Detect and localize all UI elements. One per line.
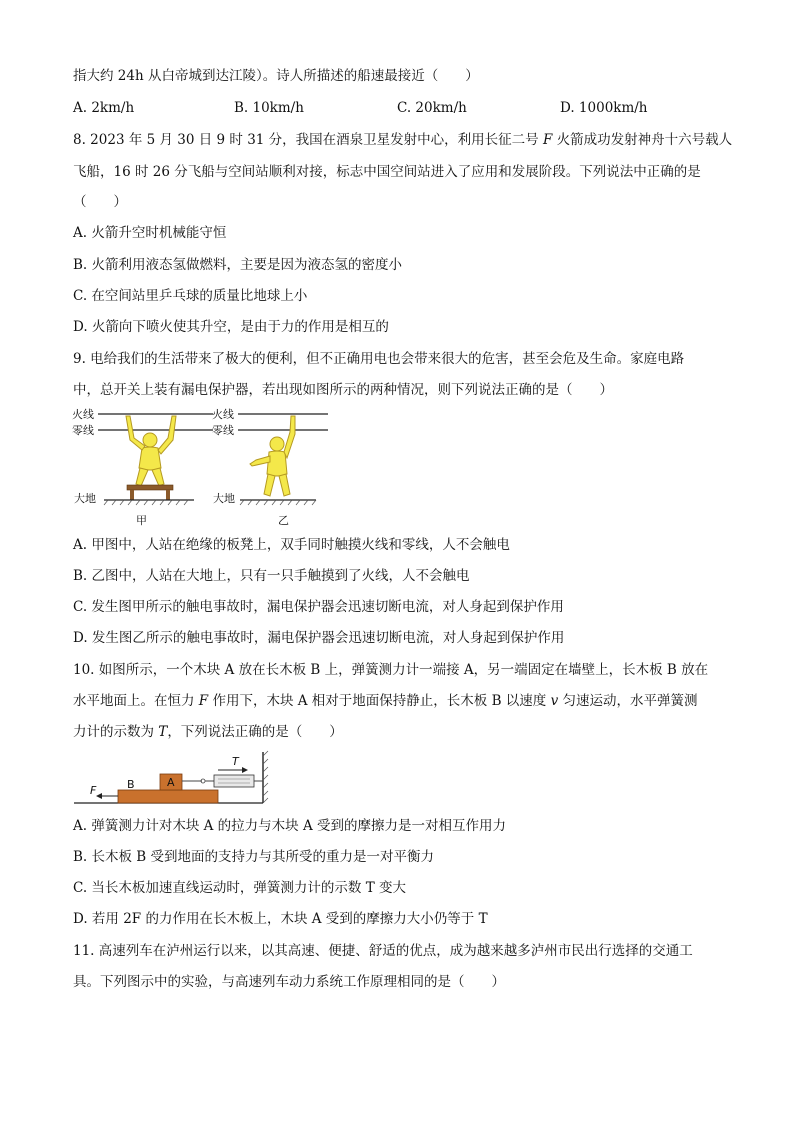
q10-italic-t: T <box>158 724 168 740</box>
q11-stem-line1: 11. 高速列车在泸州运行以来，以其高速、便捷、舒适的优点，成为越来越多泸州市民出行选择的交通工 <box>73 943 693 959</box>
q10-board-b-label: B <box>127 778 135 791</box>
q9-figure-label-b: 乙 <box>278 514 289 527</box>
q10-text-b: 作用下，木块 A 相对于地面保持静止，长木板 B 以速度 <box>208 693 551 709</box>
q9-neutral-label-a: 零线 <box>72 424 94 437</box>
q8-option-b[interactable]: B. 火箭利用液态氢做燃料，主要是因为液态氢的密度小 <box>73 257 403 273</box>
q9-live-label-a: 火线 <box>72 408 94 421</box>
q10-force-arrowhead <box>96 793 102 799</box>
q7-continuation: 指大约 24h 从白帝城到达江陵）。诗人所描述的船速最接近（ ） <box>73 68 479 84</box>
q10-stem-line1: 10. 如图所示，一个木块 A 放在长木板 B 上，弹簧测力计一端接 A，另一端固定在墙壁上，长木板 B 放在 <box>73 662 709 678</box>
q8-stem-line3: （ ） <box>73 194 127 210</box>
q10-stem-line3 <box>73 723 343 741</box>
q10-italic-f: F <box>198 693 209 709</box>
q9-option-c[interactable]: C. 发生图甲所示的触电事故时，漏电保护器会迅速切断电流，对人身起到保护作用 <box>73 599 564 615</box>
q10-stem-line2 <box>73 692 698 710</box>
q7-option-d[interactable]: D. 1000km/h <box>560 100 648 116</box>
q9-ground-label-b: 大地 <box>213 492 235 505</box>
q9-ground-hatch-a <box>104 500 188 505</box>
q9-stem-line1: 9. 电给我们的生活带来了极大的便利，但不正确用电也会带来很大的危害，甚至会危及生命。家庭电路 <box>73 351 685 367</box>
q9-electric-shock-figure <box>70 402 350 530</box>
q10-block-a-label: A <box>167 776 175 789</box>
q8-option-a[interactable]: A. 火箭升空时机械能守恒 <box>73 225 227 241</box>
q9-option-d[interactable]: D. 发生图乙所示的触电事故时，漏电保护器会迅速切断电流，对人身起到保护作用 <box>73 630 565 646</box>
q10-text-a: 水平地面上。在恒力 <box>73 693 199 709</box>
q9-insulated-stool <box>127 485 173 500</box>
q8-stem-text: 8. 2023 年 5 月 30 日 9 时 31 分，我国在酒泉卫星发射中心，利用长征二号 <box>73 132 543 148</box>
q10-option-b[interactable]: B. 长木板 B 受到地面的支持力与其所受的重力是一对平衡力 <box>73 849 435 865</box>
q9-figure-b <box>212 407 328 527</box>
q9-live-label-b: 火线 <box>212 408 234 421</box>
q9-ground-label-a: 大地 <box>74 492 96 505</box>
q10-option-d[interactable]: D. 若用 2F 的力作用在长木板上，木块 A 受到的摩擦力大小仍等于 T <box>73 911 488 927</box>
q8-stem-line2: 飞船，16 时 26 分飞船与空间站顺利对接，标志中国空间站进入了应用和发展阶段。下列说法中正确的是 <box>73 164 701 180</box>
q10-board-b <box>118 790 218 803</box>
q10-text-e: ，下列说法正确的是（ ） <box>167 724 343 740</box>
q10-text-d: 力计的示数为 <box>73 724 159 740</box>
q10-tension-label: T <box>232 755 239 768</box>
q11-stem-line2: 具。下列图示中的实验，与高速列车动力系统工作原理相同的是（ ） <box>73 974 505 990</box>
q10-tension-arrowhead <box>242 767 248 773</box>
q9-neutral-label-b: 零线 <box>212 424 234 437</box>
q10-block-spring-figure <box>72 748 280 808</box>
q9-figure-label-a: 甲 <box>136 514 147 527</box>
q8-stem-line1 <box>73 131 732 149</box>
q10-option-c[interactable]: C. 当长木板加速直线运动时，弹簧测力计的示数 T 变大 <box>73 880 407 896</box>
q9-ground-hatch-b <box>240 500 316 505</box>
q10-text-c: 匀速运动，水平弹簧测 <box>558 693 698 709</box>
q8-option-d[interactable]: D. 火箭向下喷火使其升空，是由于力的作用是相互的 <box>73 319 389 335</box>
q10-wall <box>263 751 268 803</box>
q8-stem-text-2: 火箭成功发射神舟十六号载人 <box>552 132 733 148</box>
q10-force-label: F <box>90 784 97 797</box>
q7-options <box>73 99 733 117</box>
q9-option-b[interactable]: B. 乙图中，人站在大地上，只有一只手触摸到了火线，人不会触电 <box>73 568 470 584</box>
q7-option-b[interactable]: B. 10km/h <box>234 100 304 116</box>
q10-italic-v: v <box>550 693 559 709</box>
q10-spring-scale <box>182 775 263 787</box>
q9-person-a <box>126 416 176 486</box>
q7-option-a[interactable]: A. 2km/h <box>73 100 135 116</box>
q8-option-c[interactable]: C. 在空间站里乒乓球的质量比地球上小 <box>73 288 308 304</box>
q8-italic-f: F <box>542 132 553 148</box>
q10-option-a[interactable]: A. 弹簧测力计对木块 A 的拉力与木块 A 受到的摩擦力是一对相互作用力 <box>73 818 506 834</box>
q9-person-b <box>250 416 295 496</box>
q9-figure-a <box>72 407 213 527</box>
q7-option-c[interactable]: C. 20km/h <box>397 100 467 116</box>
q9-stem-line2: 中，总开关上装有漏电保护器，若出现如图所示的两种情况，则下列说法正确的是（ ） <box>73 382 613 398</box>
q9-option-a[interactable]: A. 甲图中，人站在绝缘的板凳上，双手同时触摸火线和零线，人不会触电 <box>73 537 510 553</box>
